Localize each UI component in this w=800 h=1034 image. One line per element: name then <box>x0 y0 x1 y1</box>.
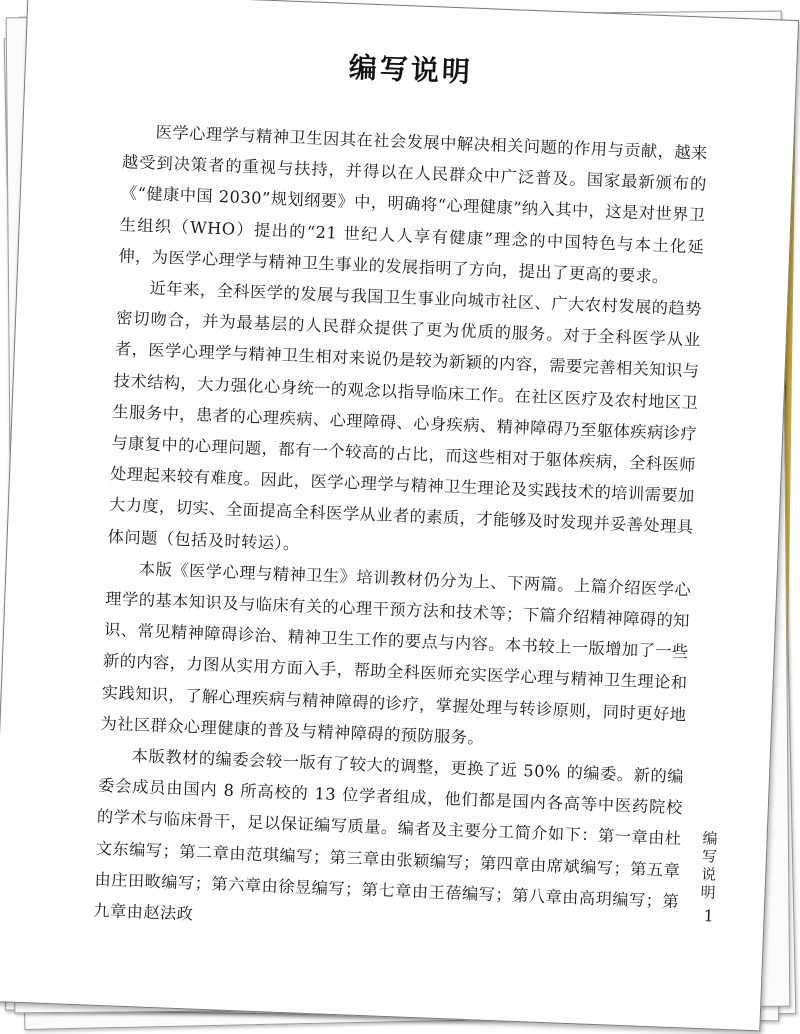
body-text <box>93 115 709 948</box>
page-title: 编写说明 <box>348 50 474 89</box>
paragraph: 本版教材的编委会较一版有了较大的调整，更换了近 50% 的编委。新的编委会成员由国内 8 所高校的 13 位学者组成，他们都是国内各高等中医药院校的学术与临床骨干，足以保证编写质量。编者及主要分工简介如下：第一章由杜文东编写；第二章由范琪编写；第三章由张颖编写；第四章由席斌编写；第五章由庄田畋编写；第六章由徐昱编写；第七章由王蓓编写；第八章由高玥编写；第九章由赵法政 <box>93 746 685 924</box>
page-number: 1 <box>703 906 715 926</box>
paragraph: 近年来，全科医学的发展与我国卫生事业向城市社区、广大农村发展的趋势密切吻合，并为最基层的人民群众提供了更为优质的服务。对于全科医学从业者，医学心理学与精神卫生相对来说仍是较为新颖的内容，需要完善相关知识与技术结构，大力强化心身统一的观念以指导临床工作。在社区医疗及农村地区卫生服务中，患者的心理疾病、心理障碍、心身疾病、精神障碍乃至躯体疾病诊疗与康复中的心理问题，都有一个较高的占比，而这些相对于躯体疾病，全科医师处理起来较有难度。因此，医学心理学与精神卫生理论及实践技术的培训需要加大力度，切实、全面提高全科医学从业者的素质，才能够及时发现并妥善处理具体问题（包括及时转运）。 <box>107 278 703 554</box>
paragraph: 医学心理学与精神卫生因其在社会发展中解决相关问题的作用与贡献，越来越受到决策者的重视与扶持，并得以在人民群众中广泛普及。国家最新颁布的《“健康中国 2030”规划纲要》中，明确将“心理健康”纳入其中，这是对世界卫生组织（WHO）提出的“21 世纪人人享有健康”理念的中国特色与本土化延伸，为医学心理学与精神卫生事业的发展指明了方向，提出了更高的要求。 <box>118 122 709 287</box>
paragraph: 本版《医学心理与精神卫生》培训教材仍分为上、下两篇。上篇介绍医学心理学的基本知识及与临床有关的心理干预方法和技术等；下篇介绍精神障碍的知识、常见精神障碍诊治、精神卫生工作的要点与内容。本书较上一版增加了一些新的内容，力图从实用方面入手，帮助全科医师充实医学心理与精神卫生理论和实践知识，了解心理疾病与精神障碍的诊疗，掌握处理与转诊原则，同时更好地为社区群众心理健康的普及与精神障碍的预防服务。 <box>100 559 692 748</box>
section-side-label: 编写说明 <box>698 829 719 903</box>
